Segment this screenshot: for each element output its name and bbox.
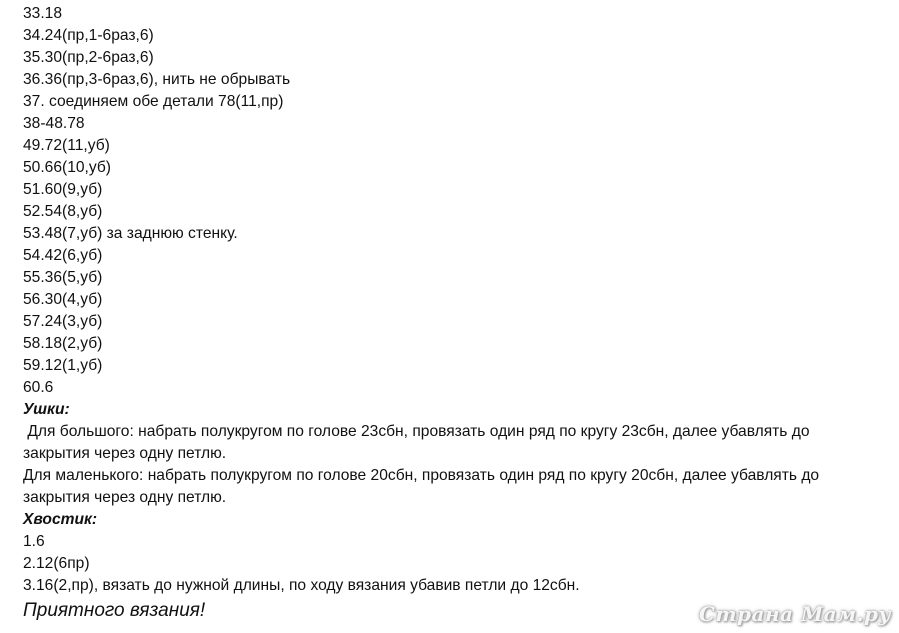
row-38-48: 38-48.78 — [23, 115, 85, 132]
row-58: 58.18(2,уб) — [23, 335, 103, 352]
row-57: 57.24(3,уб) — [23, 313, 103, 330]
row-53: 53.48(7,уб) за заднюю стенку. — [23, 225, 238, 242]
row-49: 49.72(11,уб) — [23, 137, 110, 154]
tail-heading: Хвостик: — [23, 511, 98, 528]
ears-small-line-2: закрытия через одну петлю. — [23, 489, 227, 506]
ears-big-line-2: закрытия через одну петлю. — [23, 445, 227, 462]
ears-big-line-1: Для большого: набрать полукругом по голове 23сбн, провязать один ряд по кругу 23сбн, далее убавлять до — [23, 423, 810, 440]
pattern-document — [23, 3, 883, 624]
row-51: 51.60(9,уб) — [23, 181, 103, 198]
closing-wish: Приятного вязания! — [23, 600, 206, 621]
ears-small-line-1: Для маленького: набрать полукругом по голове 20сбн, провязать один ряд по кругу 20сбн, далее убавлять до — [23, 467, 820, 484]
site-watermark: Страна Мам.ру — [698, 602, 891, 626]
row-56: 56.30(4,уб) — [23, 291, 103, 308]
row-35: 35.30(пр,2-6раз,6) — [23, 49, 154, 66]
row-52: 52.54(8,уб) — [23, 203, 103, 220]
row-55: 55.36(5,уб) — [23, 269, 103, 286]
tail-row-2: 2.12(6пр) — [23, 555, 90, 572]
row-50: 50.66(10,уб) — [23, 159, 111, 176]
tail-row-3: 3.16(2,пр), вязать до нужной длины, по ходу вязания убавив петли до 12сбн. — [23, 577, 580, 594]
row-34: 34.24(пр,1-6раз,6) — [23, 27, 154, 44]
row-33: 33.18 — [23, 5, 63, 22]
row-59: 59.12(1,уб) — [23, 357, 103, 374]
row-60: 60.6 — [23, 379, 54, 396]
tail-row-1: 1.6 — [23, 533, 45, 550]
row-36: 36.36(пр,3-6раз,6), нить не обрывать — [23, 71, 291, 88]
row-37: 37. соединяем обе детали 78(11,пр) — [23, 93, 284, 110]
row-54: 54.42(6,уб) — [23, 247, 103, 264]
ears-heading: Ушки: — [23, 401, 70, 418]
